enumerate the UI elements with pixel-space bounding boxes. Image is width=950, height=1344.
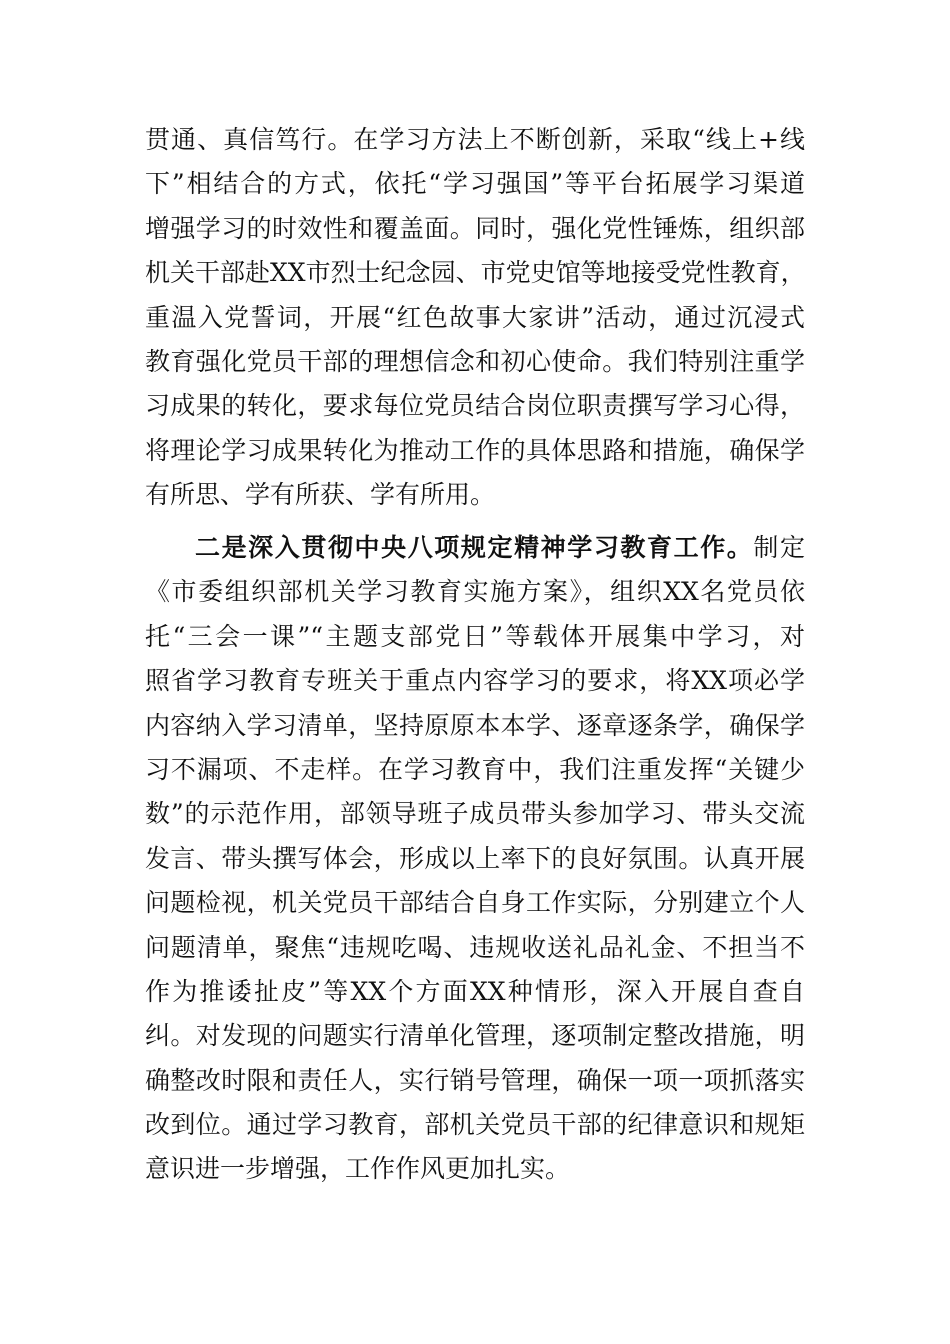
- paragraph-eight-rules-education: [145, 526, 805, 1192]
- paragraph-first-line: [145, 526, 805, 570]
- text-line: 发言、带头撰写体会，形成以上率下的良好氛围。认真开展: [145, 843, 805, 873]
- text-line: 改到位。通过学习教育，部机关党员干部的纪律意识和规矩: [145, 1110, 805, 1140]
- paragraph-heading: 二是深入贯彻中央八项规定精神学习教育工作。: [195, 533, 754, 563]
- text-line: 将理论学习成果转化为推动工作的具体思路和措施，确保学: [145, 435, 805, 465]
- text-line: 作为推诿扯皮”等XX个方面XX种情形，深入开展自查自: [145, 976, 805, 1006]
- paragraph-text: 制定: [753, 533, 805, 563]
- text-line: 意识进一步增强，工作作风更加扎实。: [145, 1154, 571, 1184]
- text-line: 机关干部赴XX市烈士纪念园、市党史馆等地接受党性教育，: [145, 258, 806, 288]
- text-line: 《市委组织部机关学习教育实施方案》，组织XX名党员依: [145, 577, 805, 607]
- text-line: 问题清单，聚焦“违规吃喝、违规收送礼品礼金、不担当不: [145, 932, 805, 962]
- text-line: 纠。对发现的问题实行清单化管理，逐项制定整改措施，明: [145, 1021, 805, 1051]
- text-line: 问题检视，机关党员干部结合自身工作实际，分别建立个人: [145, 888, 805, 918]
- text-line: 重温入党誓词，开展“红色故事大家讲”活动，通过沉浸式: [145, 302, 805, 332]
- text-line: 确整改时限和责任人，实行销号管理，确保一项一项抓落实: [145, 1065, 805, 1095]
- text-line: 数”的示范作用，部领导班子成员带头参加学习、带头交流: [145, 799, 805, 829]
- text-line: 习不漏项、不走样。在学习教育中，我们注重发挥“关键少: [145, 754, 805, 784]
- text-line: 增强学习的时效性和覆盖面。同时，强化党性锤炼，组织部: [145, 213, 805, 243]
- text-line: 托“三会一课”“主题支部党日”等载体开展集中学习，对: [145, 621, 805, 651]
- text-line: 教育强化党员干部的理想信念和初心使命。我们特别注重学: [145, 346, 805, 376]
- document-page: [145, 118, 805, 1192]
- paragraph-study-methods: [145, 118, 805, 518]
- text-line: 内容纳入学习清单，坚持原原本本学、逐章逐条学，确保学: [145, 710, 805, 740]
- text-line: 下”相结合的方式，依托“学习强国”等平台拓展学习渠道: [145, 169, 805, 199]
- text-line: 习成果的转化，要求每位党员结合岗位职责撰写学习心得，: [145, 391, 805, 421]
- text-line: 照省学习教育专班关于重点内容学习的要求，将XX项必学: [145, 666, 805, 696]
- text-line: 贯通、真信笃行。在学习方法上不断创新，采取“线上+线: [145, 125, 805, 154]
- text-line: 有所思、学有所获、学有所用。: [145, 480, 496, 510]
